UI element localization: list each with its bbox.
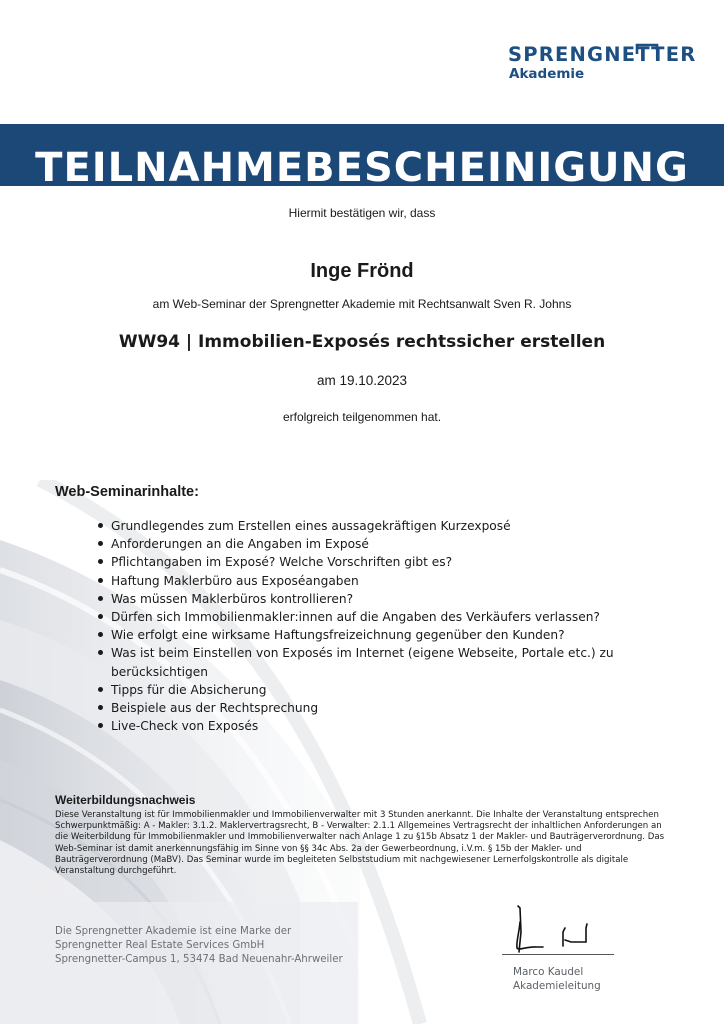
list-item-text: Grundlegendes zum Erstellen eines aussagekräftigen Kurzexposé bbox=[111, 519, 511, 533]
bullet-icon bbox=[98, 723, 103, 728]
footer-company: Sprengnetter Real Estate Services GmbH bbox=[55, 940, 265, 951]
list-item bbox=[98, 535, 658, 553]
footer-brand-note: Die Sprengnetter Akademie ist eine Marke der bbox=[55, 926, 292, 937]
list-item bbox=[98, 590, 658, 608]
list-item bbox=[98, 717, 658, 735]
logo-sub-text: Akademie bbox=[509, 66, 585, 82]
logo-bracket-icon bbox=[634, 42, 660, 56]
footer-address: Sprengnetter-Campus 1, 53474 Bad Neuenahr-Ahrweiler bbox=[55, 954, 343, 965]
bullet-icon bbox=[98, 541, 103, 546]
signatory-name: Marco Kaudel bbox=[513, 966, 584, 978]
list-item bbox=[98, 644, 658, 680]
seminar-description: am Web-Seminar der Sprengnetter Akademie mit Rechtsanwalt Sven R. Johns bbox=[152, 297, 572, 311]
contents-heading: Web-Seminarinhalte: bbox=[55, 484, 199, 500]
logo-brand-text: SPRENGNETTER bbox=[508, 43, 697, 66]
signatory-title: Akademieleitung bbox=[513, 980, 601, 992]
list-item-text: Tipps für die Absicherung bbox=[111, 682, 267, 697]
list-item-text: Beispiele aus der Rechtsprechung bbox=[111, 701, 319, 716]
training-proof-heading: Weiterbildungsnachweis bbox=[55, 793, 196, 807]
bullet-icon bbox=[98, 578, 103, 583]
list-item-text: Dürfen sich Immobilienmakler:innen auf die Angaben des Verkäufers verlassen? bbox=[111, 610, 600, 625]
bullet-icon bbox=[98, 632, 103, 637]
list-item-text: Wie erfolgt eine wirksame Haftungsfreizeichnung gegenüber den Kunden? bbox=[111, 628, 565, 643]
course-title: WW94 | Immobilien-Exposés rechtssicher erstellen bbox=[118, 332, 606, 352]
participant-name: Inge Frönd bbox=[310, 260, 414, 282]
list-item-text: Was müssen Maklerbüros kontrollieren? bbox=[111, 591, 354, 606]
certificate-title: TEILNAHMEBESCHEINIGUNG bbox=[35, 145, 689, 186]
bullet-icon bbox=[98, 523, 103, 528]
list-item-text: Live-Check von Exposés bbox=[111, 719, 259, 734]
sprengnetter-logo bbox=[508, 44, 696, 82]
list-item bbox=[98, 608, 658, 626]
completion-statement: erfolgreich teilgenommen hat. bbox=[282, 410, 442, 424]
list-item bbox=[98, 553, 658, 571]
bullet-icon bbox=[98, 596, 103, 601]
course-date: am 19.10.2023 bbox=[316, 373, 408, 388]
signature-line bbox=[502, 954, 614, 955]
contents-list bbox=[98, 517, 658, 735]
list-item bbox=[98, 681, 658, 699]
training-proof-text: Diese Veranstaltung ist für Immobilienmakler und Immobilienverwalter mit 3 Stunden anerkannt. Die Inhalte der Veranstaltung entsprechen Schwerpunktmäßig: A - Makler: 3.1.2. Maklervertragsrecht, B - Verwalter: 2.1.1 Allgemeines Vertragsrecht der inhaltlichen Anforderungen an die Weiterbildung für Immobilienmakler und Immobilienverwalter nach Anlage 1 zu §15b Absatz 1 der Makler- und Bauträgerverordnung. Das Web-Seminar ist damit anerkennungsfähig im Sinne von §§ 34c Abs. 2a der Gewerbeordnung, i.V.m. § 15b der Makler- und Bauträgerverordnung (MaBV). Das Seminar wurde im begleiteten Selbststudium mit nachgewiesener Lernerfolgskontrolle als digitale Veranstaltung durchgeführt. bbox=[55, 810, 665, 877]
handwritten-signature bbox=[505, 902, 605, 954]
bullet-icon bbox=[98, 614, 103, 619]
list-item bbox=[98, 572, 658, 590]
list-item-text: Pflichtangaben im Exposé? Welche Vorschriften gibt es? bbox=[111, 555, 453, 570]
list-item bbox=[98, 517, 658, 535]
list-item-text: Haftung Maklerbüro aus Exposéangaben bbox=[111, 573, 359, 588]
bullet-icon bbox=[98, 705, 103, 710]
title-banner bbox=[0, 124, 724, 186]
bullet-icon bbox=[98, 687, 103, 692]
list-item-text: Was ist beim Einstellen von Exposés im Internet (eigene Webseite, Portale etc.) zu berücksichtigen bbox=[111, 646, 614, 679]
confirmation-intro: Hiermit bestätigen wir, dass bbox=[288, 206, 436, 220]
list-item bbox=[98, 626, 658, 644]
bullet-icon bbox=[98, 559, 103, 564]
bullet-icon bbox=[98, 650, 103, 655]
list-item-text: Anforderungen an die Angaben im Exposé bbox=[111, 537, 369, 552]
list-item bbox=[98, 699, 658, 717]
